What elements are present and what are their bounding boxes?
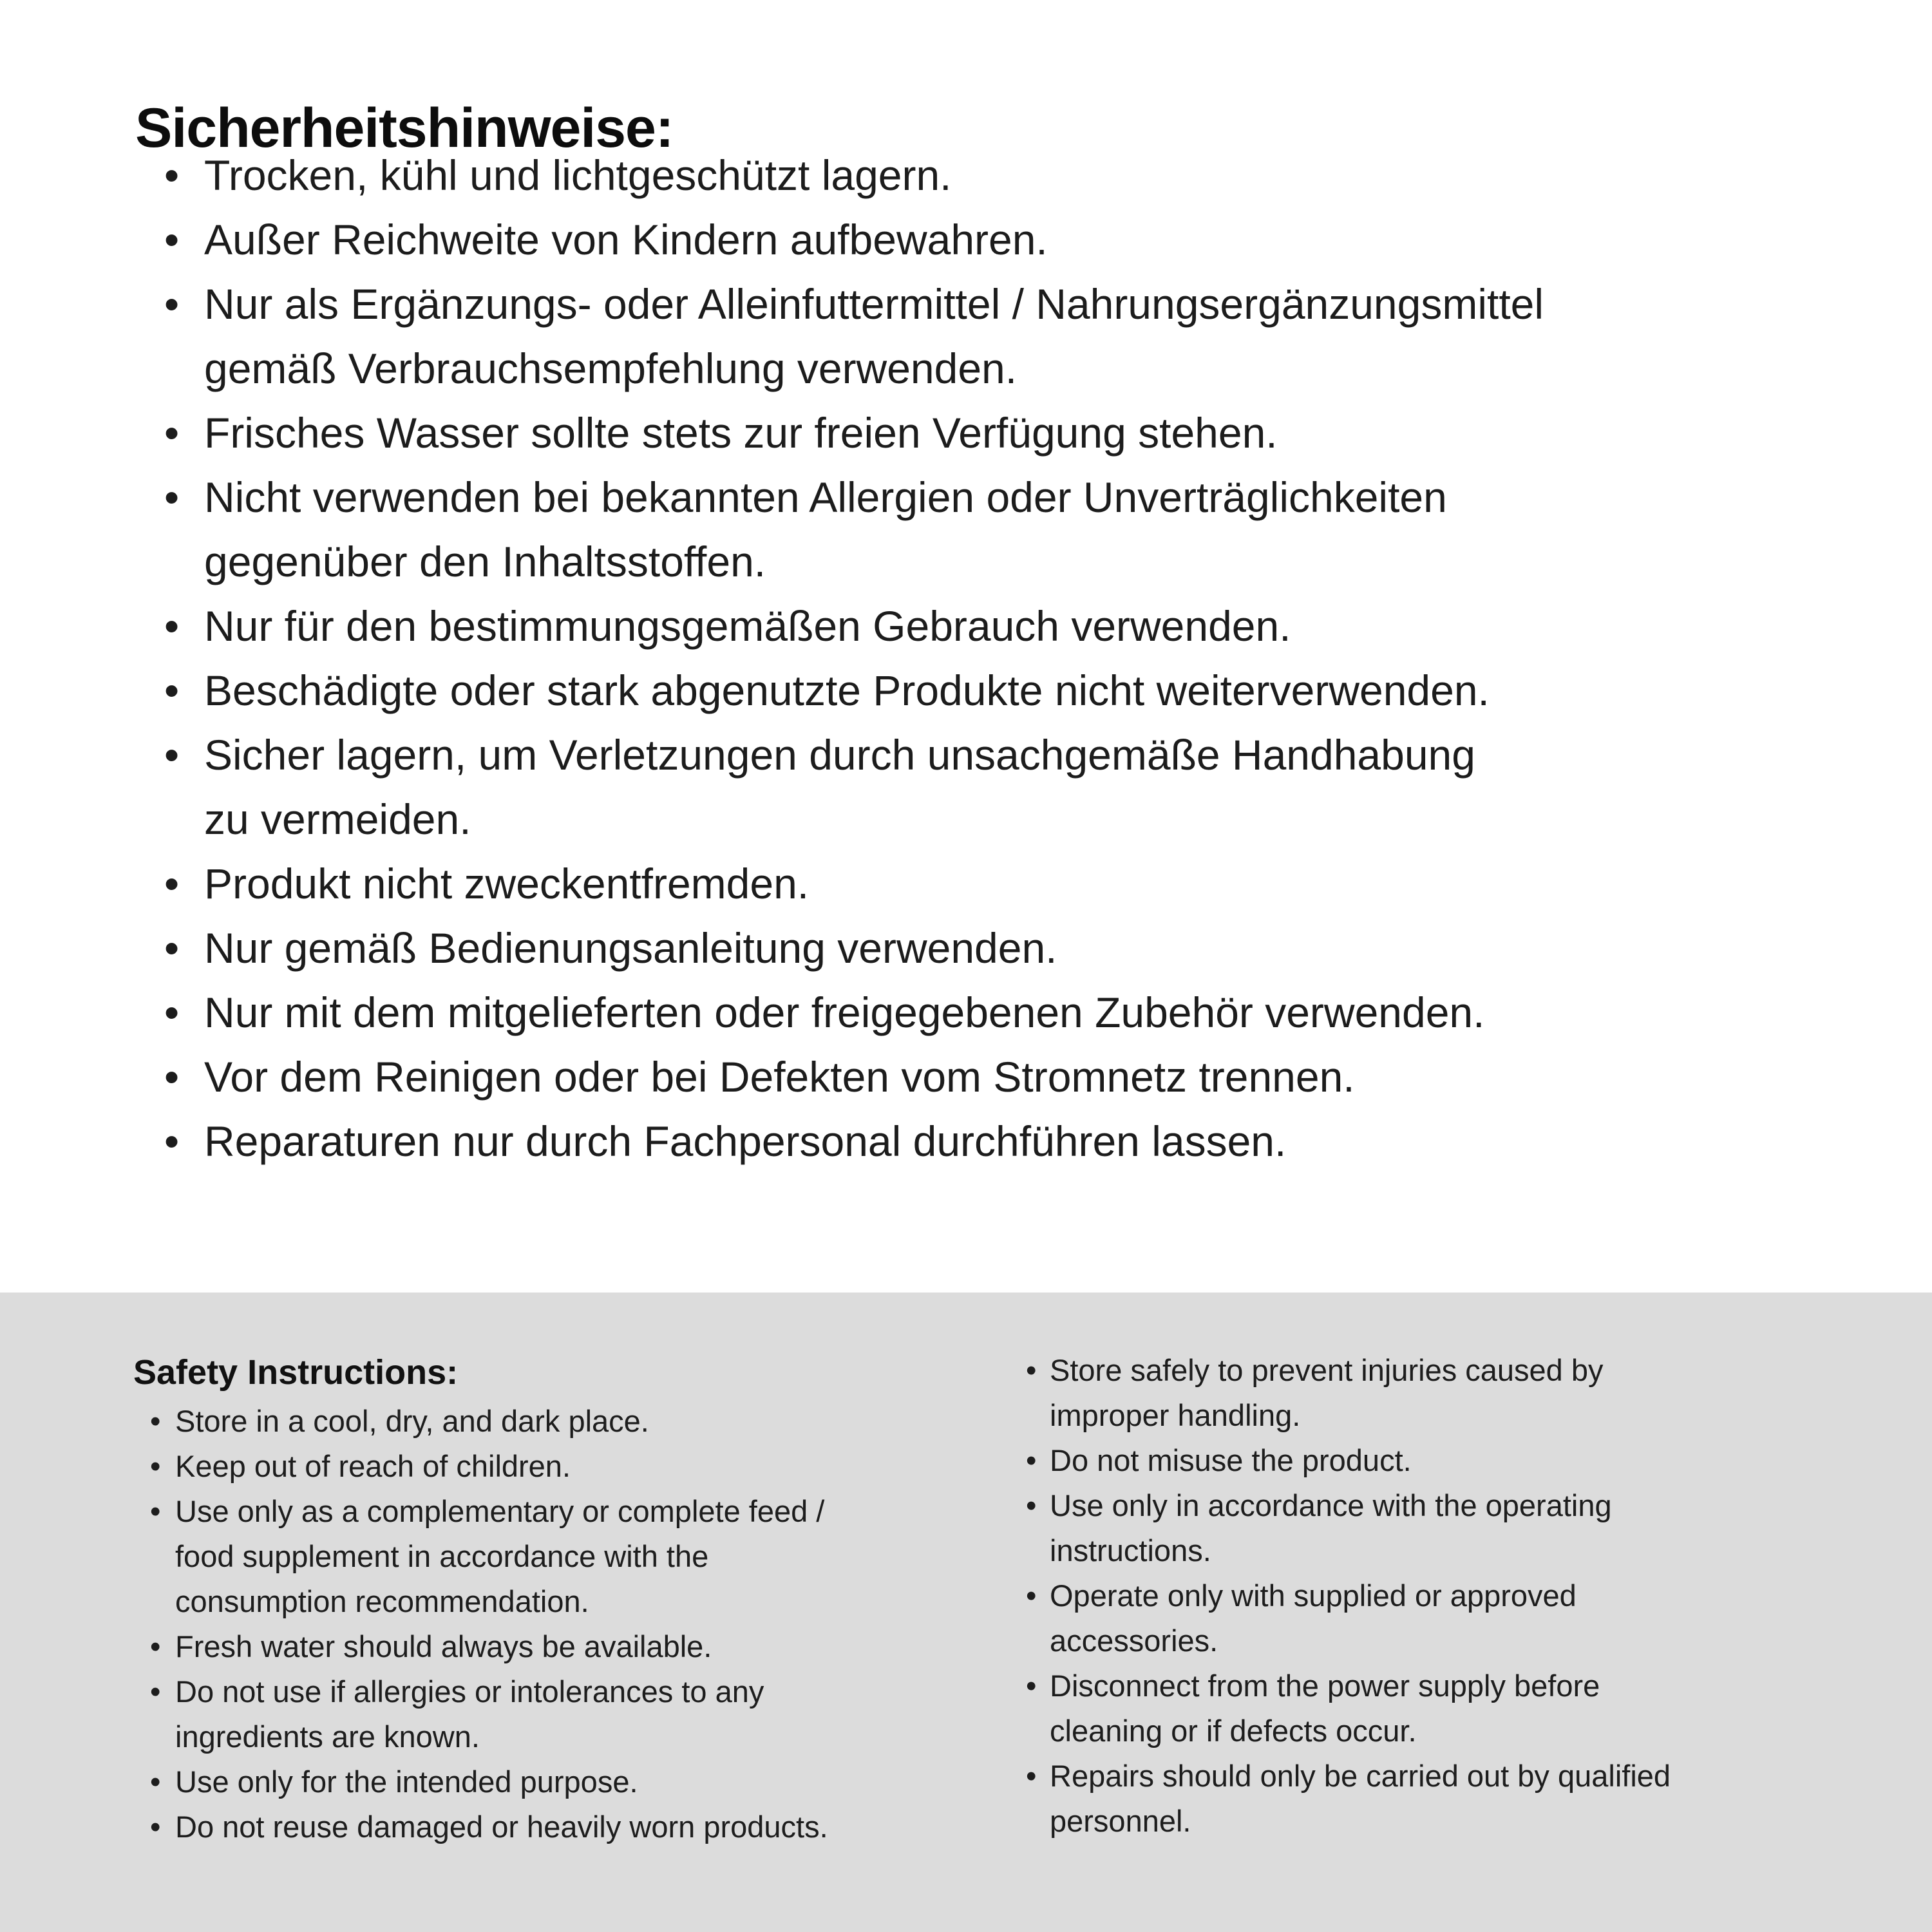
german-title: Sicherheitshinweise: xyxy=(135,97,674,159)
line-text: Use only in accordance with the operating xyxy=(1050,1488,1612,1522)
list-line xyxy=(164,529,1544,594)
line-text: Nur als Ergänzungs- oder Alleinfuttermittel / Nahrungsergänzungsmittel xyxy=(204,280,1544,328)
bullet-icon: • xyxy=(164,280,180,328)
line-text: Nur für den bestimmungsgemäßen Gebrauch verwenden. xyxy=(204,602,1291,650)
line-text: Trocken, kühl und lichtgeschützt lagern. xyxy=(204,151,952,199)
list-line xyxy=(164,980,1544,1045)
line-text: Sicher lagern, um Verletzungen durch unsachgemäße Handhabung xyxy=(204,731,1475,779)
line-text: consumption recommendation. xyxy=(175,1584,589,1618)
list-line xyxy=(1026,1799,1671,1844)
bullet-icon: • xyxy=(1026,1353,1037,1387)
line-text: Nicht verwenden bei bekannten Allergien oder Unverträglichkeiten xyxy=(204,473,1447,521)
line-text: Disconnect from the power supply before xyxy=(1050,1669,1600,1703)
line-text: Operate only with supplied or approved xyxy=(1050,1578,1577,1613)
line-text: Beschädigte oder stark abgenutzte Produkte nicht weiterverwenden. xyxy=(204,667,1490,714)
line-text: Repairs should only be carried out by qualified xyxy=(1050,1759,1671,1793)
list-line xyxy=(1026,1393,1671,1438)
bullet-icon: • xyxy=(164,602,180,650)
list-line xyxy=(164,1109,1544,1173)
list-line xyxy=(1026,1348,1671,1393)
list-line xyxy=(150,1444,828,1489)
line-text: Fresh water should always be available. xyxy=(175,1629,712,1663)
german-bullet-list xyxy=(164,143,1544,1173)
list-line xyxy=(150,1669,828,1714)
bullet-icon: • xyxy=(150,1494,161,1528)
line-text: gegenüber den Inhaltsstoffen. xyxy=(204,538,766,585)
line-text: zu vermeiden. xyxy=(204,795,471,843)
list-line xyxy=(164,851,1544,916)
list-line xyxy=(1026,1573,1671,1618)
line-text: Keep out of reach of children. xyxy=(175,1449,571,1483)
list-line xyxy=(150,1399,828,1444)
bullet-icon: • xyxy=(150,1765,161,1799)
list-line xyxy=(150,1489,828,1534)
line-text: Do not reuse damaged or heavily worn products. xyxy=(175,1810,828,1844)
list-line xyxy=(164,207,1544,272)
list-line xyxy=(164,336,1544,401)
bullet-icon: • xyxy=(164,151,180,199)
line-text: Nur mit dem mitgelieferten oder freigegebenen Zubehör verwenden. xyxy=(204,989,1485,1036)
list-line xyxy=(164,401,1544,465)
list-line xyxy=(164,658,1544,723)
list-line xyxy=(164,594,1544,658)
bullet-icon: • xyxy=(1026,1759,1037,1793)
line-text: food supplement in accordance with the xyxy=(175,1539,709,1573)
bullet-icon: • xyxy=(164,667,180,714)
list-line xyxy=(150,1579,828,1624)
line-text: Use only for the intended purpose. xyxy=(175,1765,638,1799)
list-line xyxy=(150,1759,828,1804)
list-line xyxy=(164,787,1544,851)
list-line xyxy=(164,916,1544,980)
bullet-icon: • xyxy=(164,924,180,972)
english-left-column xyxy=(133,1351,828,1850)
line-text: Nur gemäß Bedienungsanleitung verwenden. xyxy=(204,924,1057,972)
bullet-icon: • xyxy=(1026,1669,1037,1703)
line-text: instructions. xyxy=(1050,1533,1211,1567)
bullet-icon: • xyxy=(150,1629,161,1663)
line-text: personnel. xyxy=(1050,1804,1191,1838)
list-line xyxy=(150,1624,828,1669)
list-line xyxy=(164,272,1544,336)
list-line xyxy=(1026,1528,1671,1573)
line-text: Frisches Wasser sollte stets zur freien Verfügung stehen. xyxy=(204,409,1278,457)
bullet-icon: • xyxy=(164,989,180,1036)
bullet-icon: • xyxy=(150,1810,161,1844)
list-line xyxy=(150,1714,828,1759)
bullet-icon: • xyxy=(164,473,180,521)
bullet-icon: • xyxy=(164,409,180,457)
bullet-icon: • xyxy=(150,1404,161,1438)
list-line xyxy=(1026,1754,1671,1799)
english-left-list xyxy=(150,1399,828,1850)
line-text: Do not misuse the product. xyxy=(1050,1443,1412,1477)
bullet-icon: • xyxy=(150,1449,161,1483)
line-text: improper handling. xyxy=(1050,1398,1301,1432)
line-text: Vor dem Reinigen oder bei Defekten vom Stromnetz trennen. xyxy=(204,1053,1355,1101)
list-line xyxy=(1026,1438,1671,1483)
bullet-icon: • xyxy=(164,731,180,779)
bullet-icon: • xyxy=(1026,1488,1037,1522)
list-line xyxy=(164,1045,1544,1109)
english-right-column xyxy=(1026,1348,1671,1844)
line-text: cleaning or if defects occur. xyxy=(1050,1714,1417,1748)
list-line xyxy=(150,1534,828,1579)
line-text: ingredients are known. xyxy=(175,1719,480,1754)
line-text: Use only as a complementary or complete feed / xyxy=(175,1494,825,1528)
bullet-icon: • xyxy=(164,216,180,263)
line-text: Store safely to prevent injuries caused by xyxy=(1050,1353,1604,1387)
line-text: Reparaturen nur durch Fachpersonal durchführen lassen. xyxy=(204,1117,1287,1165)
bullet-icon: • xyxy=(164,860,180,907)
list-line xyxy=(164,465,1544,529)
line-text: Do not use if allergies or intolerances to any xyxy=(175,1674,764,1709)
bullet-icon: • xyxy=(150,1674,161,1709)
line-text: gemäß Verbrauchsempfehlung verwenden. xyxy=(204,345,1018,392)
bullet-icon: • xyxy=(164,1117,180,1165)
english-title: Safety Instructions: xyxy=(133,1353,459,1392)
list-line xyxy=(1026,1618,1671,1663)
line-text: Außer Reichweite von Kindern aufbewahren. xyxy=(204,216,1048,263)
line-text: accessories. xyxy=(1050,1624,1218,1658)
list-line xyxy=(1026,1663,1671,1709)
list-line xyxy=(150,1804,828,1850)
bullet-icon: • xyxy=(1026,1443,1037,1477)
line-text: Store in a cool, dry, and dark place. xyxy=(175,1404,649,1438)
bullet-icon: • xyxy=(1026,1578,1037,1613)
list-line xyxy=(164,143,1544,207)
list-line xyxy=(1026,1483,1671,1528)
list-line xyxy=(164,723,1544,787)
list-line xyxy=(1026,1709,1671,1754)
bullet-icon: • xyxy=(164,1053,180,1101)
line-text: Produkt nicht zweckentfremden. xyxy=(204,860,810,907)
